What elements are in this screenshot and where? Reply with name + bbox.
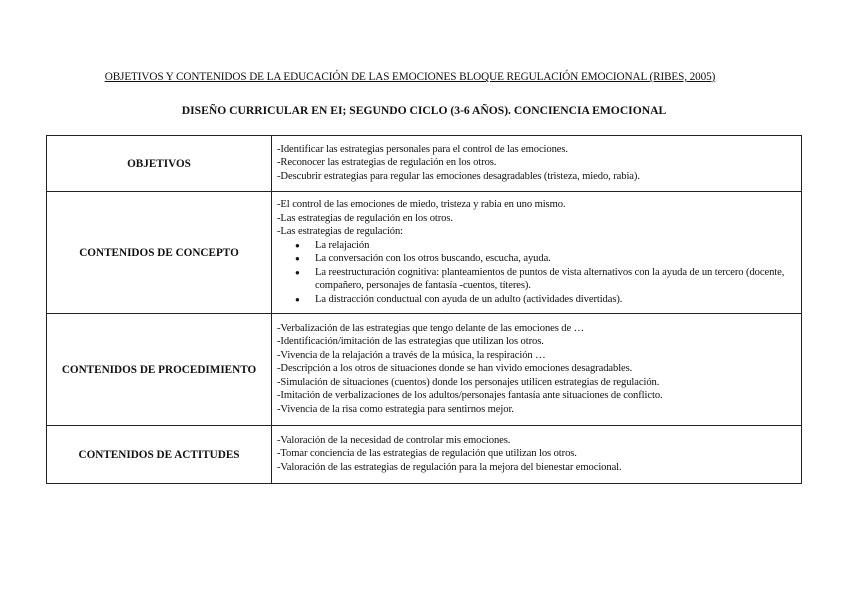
- bullet-list: [277, 239, 797, 307]
- bullet-item: ● La conversación con los otros buscando, escucha, ayuda.: [315, 252, 797, 266]
- content-line: -Las estrategias de regulación en los otros.: [277, 212, 453, 224]
- content-line: -Descripción a los otros de situaciones donde se han vivido emociones desagradables.: [277, 363, 633, 375]
- bullet-item: ● La reestructuración cognitiva: planteamientos de puntos de vista alternativos con la ayuda de un tercero (docente, compañero, personajes de fantasía -cuentos, títeres).: [315, 266, 797, 293]
- table-row-objetivos: [47, 136, 802, 192]
- row-content-concepto: [272, 192, 802, 314]
- content-line: -Reconocer las estrategias de regulación en los otros.: [277, 157, 497, 169]
- row-content-objetivos: [272, 136, 802, 192]
- row-label-procedimiento: CONTENIDOS DE PROCEDIMIENTO: [47, 314, 272, 426]
- row-content-actitudes: [272, 426, 802, 484]
- content-line: -Descubrir estrategias para regular las emociones desagradables (tristeza, miedo, rabia).: [277, 170, 640, 182]
- row-content-procedimiento: [272, 314, 802, 426]
- content-line: -El control de las emociones de miedo, tristeza y rabia en uno mismo.: [277, 199, 566, 210]
- content-line: -Las estrategias de regulación:: [277, 226, 404, 237]
- table-row-concepto: [47, 192, 802, 314]
- content-line: -Identificar las estrategias personales para el control de las emociones.: [277, 143, 568, 155]
- content-line: -Tomar conciencia de las estrategias de regulación que utilizan los otros.: [277, 448, 577, 460]
- row-label-concepto: CONTENIDOS DE CONCEPTO: [47, 192, 272, 314]
- content-line: -Identificación/imitación de las estrategias que utilizan los otros.: [277, 336, 544, 348]
- table-row-procedimiento: [47, 314, 802, 426]
- content-line: -Vivencia de la risa como estrategia para sentirnos mejor.: [277, 403, 514, 415]
- row-label-objetivos: OBJETIVOS: [47, 136, 272, 192]
- row-label-actitudes: CONTENIDOS DE ACTITUDES: [47, 426, 272, 484]
- content-line: -Simulación de situaciones (cuentos) donde los personajes utilicen estrategias de regulación.: [277, 376, 660, 388]
- bullet-item: ● La distracción conductual con ayuda de un adulto (actividades divertidas).: [315, 293, 797, 307]
- bullet-item: ● La relajación: [315, 239, 797, 253]
- content-line: -Vivencia de la relajación a través de la música, la respiración …: [277, 349, 546, 361]
- curriculum-table: [46, 135, 802, 484]
- table-row-actitudes: [47, 426, 802, 484]
- document-subtitle: DISEÑO CURRICULAR EN EI; SEGUNDO CICLO (3-6 AÑOS). CONCIENCIA EMOCIONAL: [181, 104, 667, 117]
- content-line: -Verbalización de las estrategias que tengo delante de las emociones de …: [277, 322, 585, 334]
- content-line: -Imitación de verbalizaciones de los adultos/personajes fantasía ante situaciones de conflicto.: [277, 390, 663, 402]
- content-line: -Valoración de las estrategias de regulación para la mejora del bienestar emocional.: [277, 461, 622, 473]
- document-title: OBJETIVOS Y CONTENIDOS DE LA EDUCACIÓN DE LAS EMOCIONES BLOQUE REGULACIÓN EMOCIONAL (RIBES, 2005): [104, 71, 716, 83]
- content-line: -Valoración de la necesidad de controlar mis emociones.: [277, 434, 511, 446]
